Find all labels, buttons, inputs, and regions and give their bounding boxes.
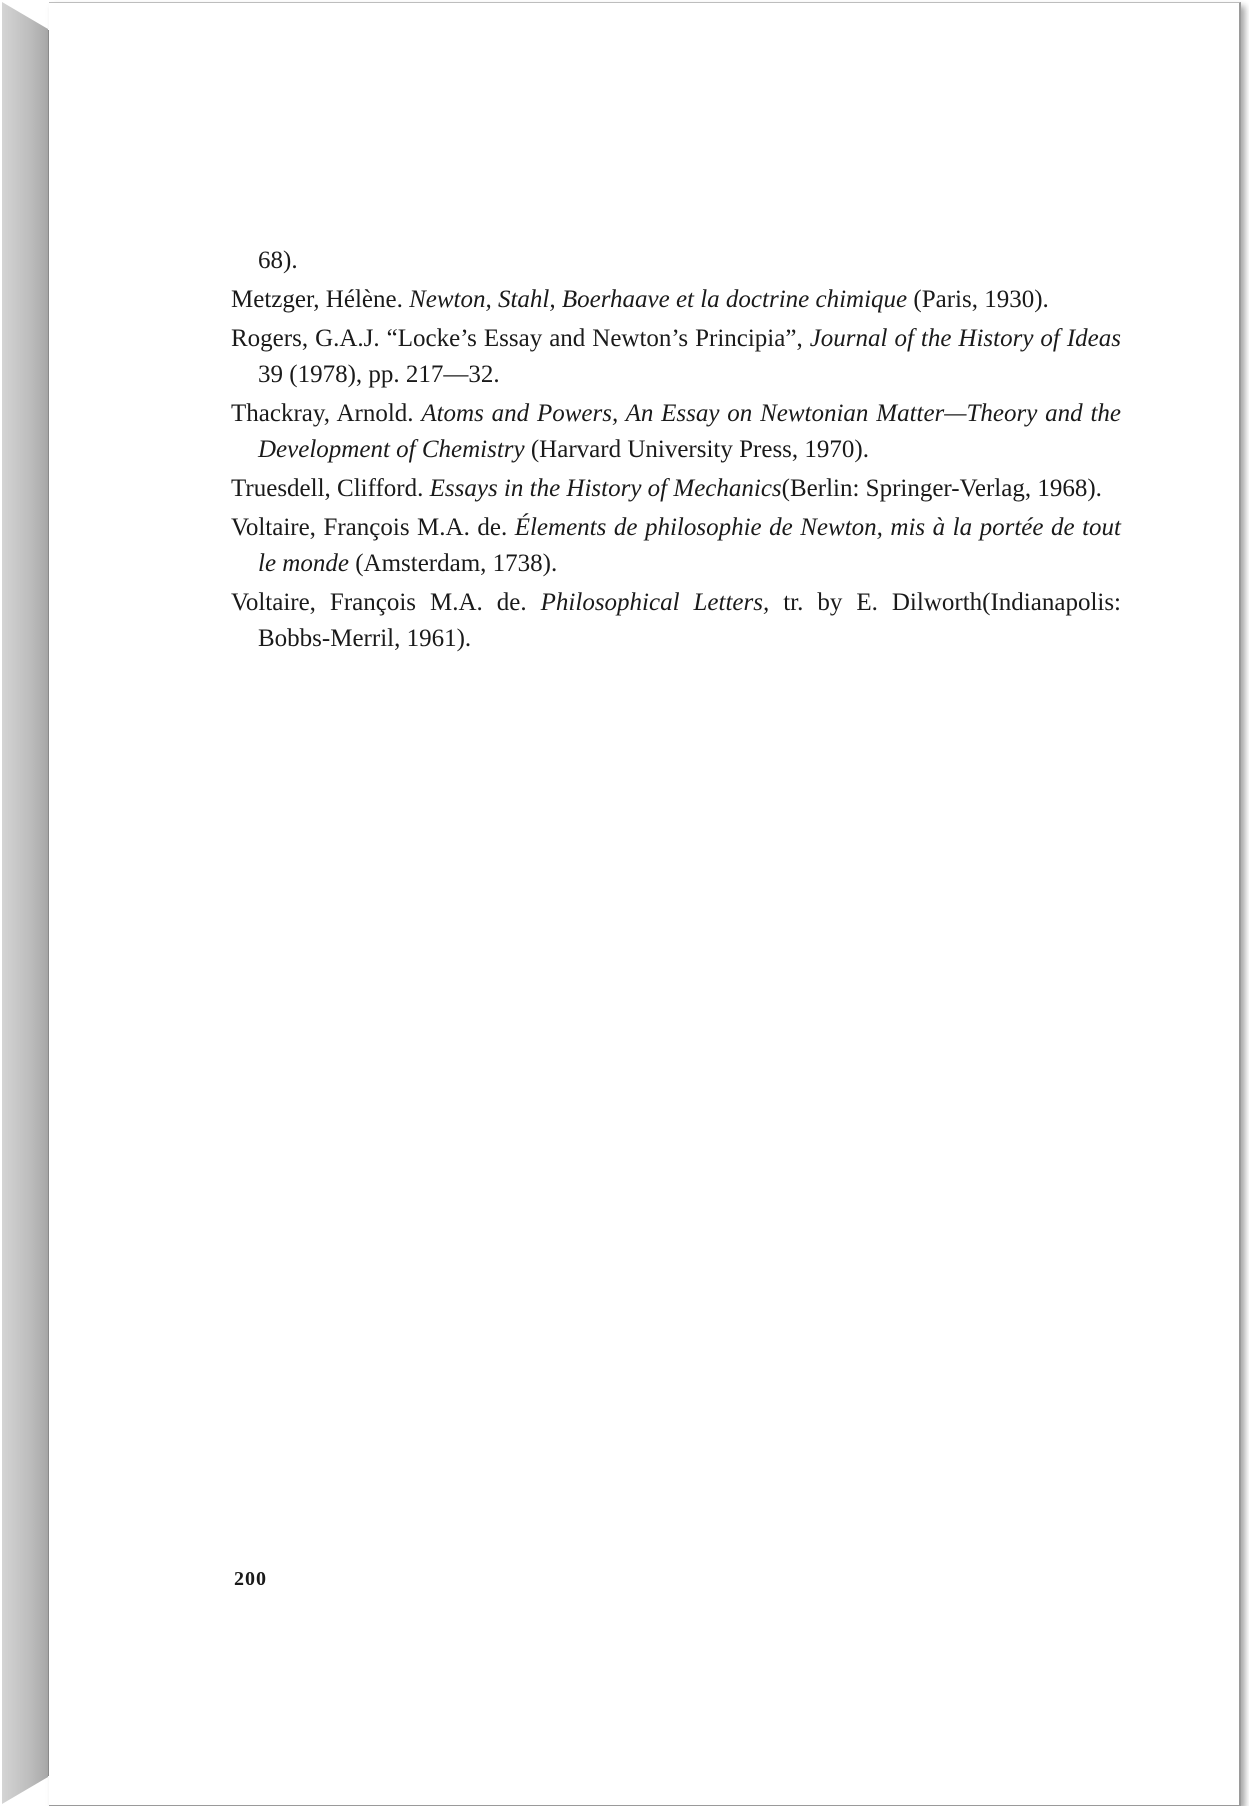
book-spine-edge <box>2 2 48 1804</box>
continuation-fragment <box>231 243 1121 279</box>
entry-title: Essays in the History of Mechanics <box>429 475 782 502</box>
entry-author: Voltaire, François M.A. de. <box>231 514 508 541</box>
entry-details: (Amsterdam, 1738). <box>355 550 558 577</box>
entry-title: Élements de philosophie de Newton, mis à la portée de tout le monde <box>258 514 1121 577</box>
entry-title: Newton, Stahl, Boerhaave et la doctrine chimique <box>409 286 908 313</box>
entry-author: Truesdell, Clifford. <box>231 475 424 502</box>
entry-details: (Berlin: Springer-Verlag, 1968). <box>781 475 1102 502</box>
bibliography-entry <box>231 282 1121 318</box>
bibliography-entry <box>231 585 1121 657</box>
book-page <box>49 2 1241 1806</box>
bibliography-entry <box>231 321 1121 393</box>
page-number: 200 <box>234 1568 267 1590</box>
entry-author: Rogers, G.A.J. <box>231 325 380 352</box>
bibliography-entry <box>231 471 1121 507</box>
entry-title: Journal of the History of Ideas <box>809 325 1122 352</box>
entry-title: Atoms and Powers, An Essay on Newtonian Matter—Theory and the Development of Chemistry <box>258 400 1122 463</box>
bibliography-entry <box>231 510 1121 582</box>
entry-author: Thackray, Arnold. <box>231 400 414 427</box>
continuation-text: 68). <box>258 247 298 274</box>
entry-author: Voltaire, François M.A. de. <box>231 589 527 616</box>
entry-details: 39 (1978), pp. 217—32. <box>258 361 500 388</box>
bibliography-list <box>231 243 1121 657</box>
entry-article: “Locke’s Essay and Newton’s Principia”, <box>386 325 803 352</box>
entry-details: (Paris, 1930). <box>913 286 1049 313</box>
entry-author: Metzger, Hélène. <box>231 286 403 313</box>
entry-details: tr. by E. Dilworth(Indianapolis: Bobbs-Merril, 1961). <box>258 589 1122 652</box>
bibliography-entry <box>231 396 1121 468</box>
entry-details: (Harvard University Press, 1970). <box>530 436 869 463</box>
entry-title: Philosophical Letters, <box>540 589 770 616</box>
